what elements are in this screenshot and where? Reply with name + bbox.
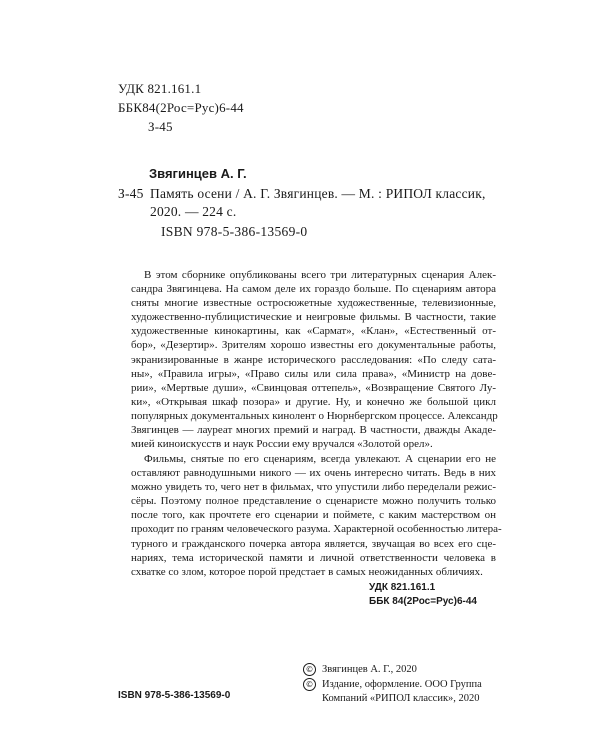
record-description — [150, 185, 486, 221]
annotation-line: оставляют равнодушными никого — их очень интересно читать. Ведь в них — [131, 467, 496, 480]
copyright-block — [303, 663, 482, 707]
record-line-2: 2020. — 224 с. — [150, 204, 237, 219]
footer-isbn: ISBN 978-5-386-13569-0 — [118, 690, 231, 701]
annotation-line: после того, как прочтете его сценарии и поймете, с каким мастерством он — [131, 509, 496, 522]
annotation-line: рии», «Мертвые души», «Свинцовая оттепель», «Возвращение Святого Лу- — [131, 381, 496, 394]
annotation-line: Фильмы, снятые по его сценариям, всегда увлекают. А сценарии его не — [144, 453, 496, 465]
annotation-line: нариях, тема исторической памяти и личной ответственности человека в — [131, 551, 496, 564]
udk-code: УДК 821.161.1 — [118, 81, 202, 96]
annotation-line: сандра Звягинцева. На самом деле их гораздо больше. По сценариям автора — [131, 283, 496, 296]
copyright-line-3: Компаний «РИПОЛ классик», 2020 — [322, 693, 480, 704]
annotation-line: схватке со злом, которое порой предстает в самых неожиданных обличиях. — [131, 565, 483, 578]
annotation-paragraph-2 — [131, 452, 502, 579]
annotation-paragraph-1 — [131, 268, 496, 451]
annotation-line: В этом сборнике опубликованы всего три литературных сценария Алек- — [144, 269, 496, 281]
copyright-icon: © — [303, 678, 316, 691]
record-author: Звягинцев А. Г. — [149, 166, 247, 181]
copyright-icon: © — [303, 663, 316, 676]
annotation-line: сняты многие известные остросюжетные художественные, телевизионные, — [131, 297, 496, 310]
bbk-code: ББК84(2Рос=Рус)6-44 — [118, 100, 244, 115]
catalog-block — [118, 79, 244, 136]
annotation-line: Звягинцев — лауреат многих премий и наград. В частности, дважды Акаде- — [131, 424, 496, 437]
annotation-line: ны», «Правила игры», «Право силы или сила права», «Министр на довe- — [131, 367, 496, 380]
annotation-line: проходит по граням человеческого разума. Характерной особенностью литера- — [131, 523, 502, 536]
copyright-line-2: Издание, оформление. ООО Группа — [322, 678, 482, 690]
annotation-line: художественно-публицистические и неигровые фильмы. В частности, такие — [131, 311, 496, 324]
annotation-line: популярных документальных кинолент о Нюрнбергском процессе. Александр — [131, 409, 498, 422]
author-sign: З-45 — [148, 119, 173, 134]
annotation-line: можно увидеть то, чего нет в фильмах, что упустили либо переделали режис- — [131, 481, 496, 494]
annotation-line: ки», «Открывая шкаф позора» и другие. Ну, и конечно же большой цикл — [131, 395, 496, 408]
annotation-line: турного и гражданского почерка автора является, звучащая во всех его сце- — [131, 537, 496, 550]
annotation-line: мией кинoискусств и наук России ему вручался «Золотой орел». — [131, 438, 433, 451]
record-line-1: Память осени / А. Г. Звягинцев. — М. : РИПОЛ классик, — [150, 186, 486, 201]
udk-code-bottom: УДК 821.161.1 — [369, 582, 436, 593]
bbk-code-bottom: ББК 84(2Рос=Рус)6-44 — [369, 596, 477, 607]
annotation-line: бор», «Дезертир». Зрителям хорошо известны его документальные работы, — [131, 339, 496, 352]
record-sign: З-45 — [118, 186, 144, 201]
annotation-line: сёры. Поэтому полное представление о сценаристе можно получить только — [131, 495, 496, 508]
record-isbn: ISBN 978-5-386-13569-0 — [161, 224, 308, 239]
annotation-line: художественные кинокартины, как «Сармат», «Клан», «Естественный от- — [131, 325, 496, 338]
copyright-line-1: Звягинцев А. Г., 2020 — [322, 664, 417, 675]
annotation-line: экранизированные в жанре исторического расследования: «По следу сата- — [131, 353, 496, 366]
classification-codes — [369, 581, 477, 609]
